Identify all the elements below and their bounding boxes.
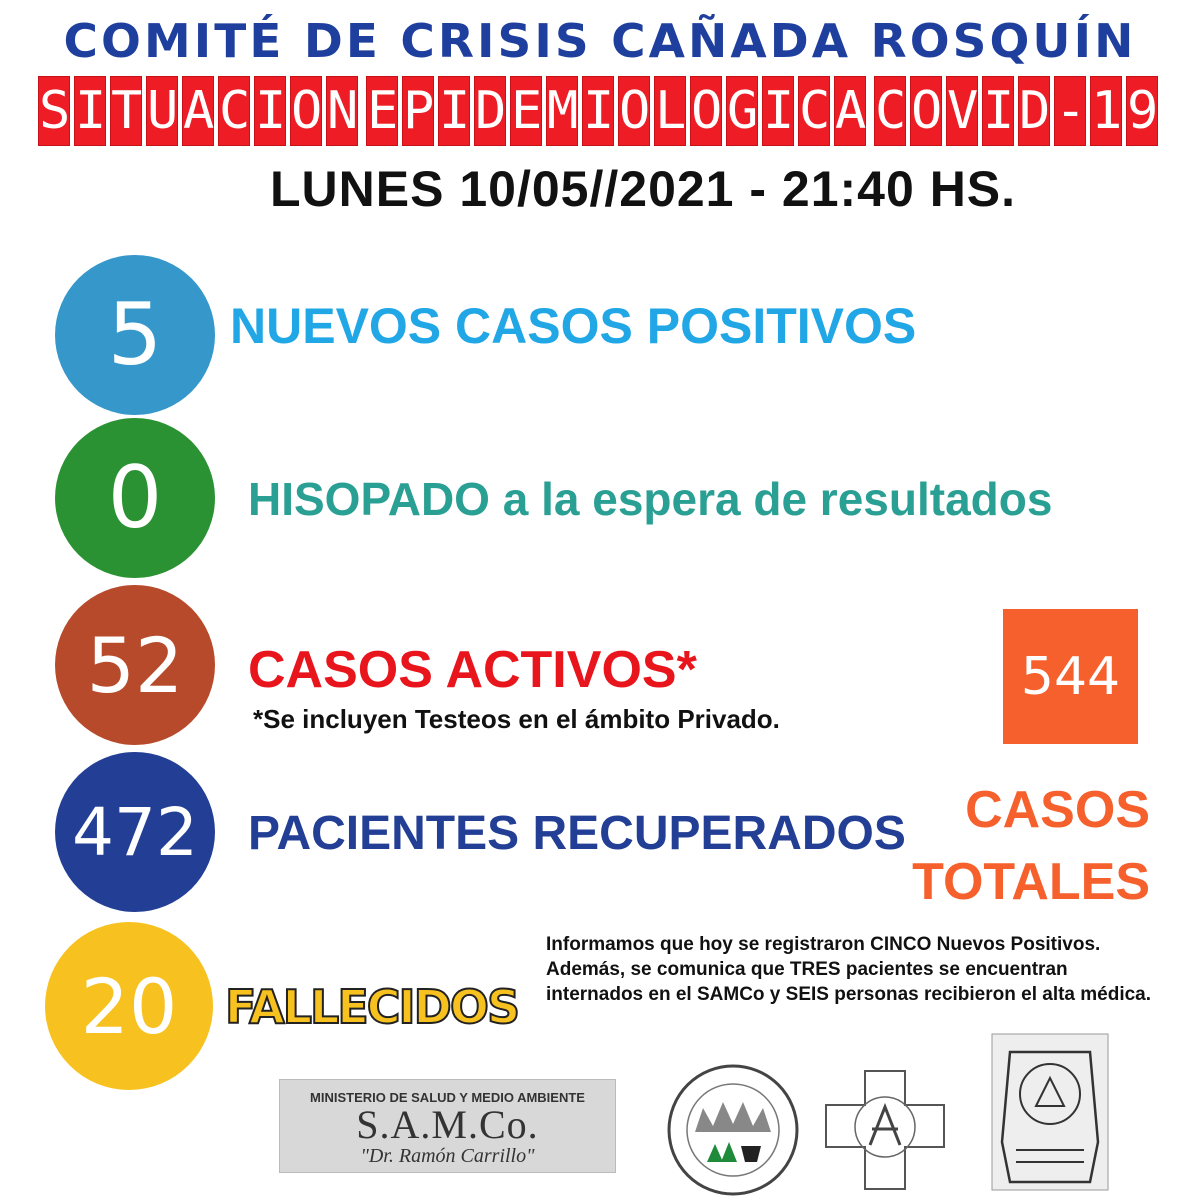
banner-letter: A	[182, 76, 214, 146]
report-date: LUNES 10/05//2021 - 21:40 HS.	[270, 161, 1017, 217]
banner-letter: T	[110, 76, 142, 146]
committee-title: COMITÉ DE CRISIS CAÑADA ROSQUÍN	[63, 14, 1137, 68]
banner-letter: I	[762, 76, 794, 146]
active-cases-count: 52	[55, 585, 215, 745]
deceased-count: 20	[45, 922, 213, 1090]
deceased-label: FALLECIDOS	[225, 980, 519, 1034]
banner-letter: C	[874, 76, 906, 146]
recovered-count: 472	[55, 752, 215, 912]
banner-letter: I	[582, 76, 614, 146]
banner-letter: D	[1018, 76, 1050, 146]
police-stamp-icon	[990, 1032, 1110, 1192]
banner-letter: P	[402, 76, 434, 146]
new-cases-label: NUEVOS CASOS POSITIVOS	[230, 298, 917, 354]
banner-letter: U	[146, 76, 178, 146]
banner-letter: I	[438, 76, 470, 146]
banner-letter: O	[690, 76, 722, 146]
pending-swabs-count: 0	[55, 418, 215, 578]
banner-letter: E	[366, 76, 398, 146]
banner-letter: I	[74, 76, 106, 146]
banner-letter: D	[474, 76, 506, 146]
banner-letter: O	[290, 76, 322, 146]
banner-letter: N	[326, 76, 358, 146]
pending-swabs-label: HISOPADO a la espera de resultados	[248, 473, 1053, 525]
banner-letter: V	[946, 76, 978, 146]
covid-banner	[38, 76, 1159, 148]
banner-letter: L	[654, 76, 686, 146]
banner-letter: O	[618, 76, 650, 146]
firefighters-badge-icon	[820, 1065, 950, 1195]
samco-ministry: MINISTERIO DE SALUD Y MEDIO AMBIENTE	[310, 1090, 585, 1105]
total-cases-count: 544	[1003, 609, 1138, 744]
banner-letter: O	[910, 76, 942, 146]
banner-letter: S	[38, 76, 70, 146]
samco-logo	[279, 1079, 616, 1173]
banner-letter: C	[218, 76, 250, 146]
new-cases-count: 5	[55, 255, 215, 415]
banner-letter: G	[726, 76, 758, 146]
banner-letter: M	[546, 76, 578, 146]
total-cases-label-line1: CASOS	[965, 781, 1150, 839]
banner-letter: C	[798, 76, 830, 146]
info-paragraph: Informamos que hoy se registraron CINCO Nuevos Positivos. Además, se comunica que TRES pacientes se encuentran internados en el SAMCo y SEIS personas recibieron el alta médica.	[546, 934, 1152, 1005]
total-cases-label-line2: TOTALES	[912, 853, 1150, 911]
banner-letter: 9	[1126, 76, 1158, 146]
active-cases-label: CASOS ACTIVOS*	[248, 641, 697, 699]
comuna-seal-icon	[665, 1062, 801, 1198]
recovered-label: PACIENTES RECUPERADOS	[248, 807, 906, 860]
banner-letter: I	[254, 76, 286, 146]
banner-letter: 1	[1090, 76, 1122, 146]
samco-doctor: "Dr. Ramón Carrillo"	[360, 1145, 535, 1167]
samco-name: S.A.M.Co.	[356, 1102, 539, 1147]
banner-letter: -	[1054, 76, 1086, 146]
banner-letter: E	[510, 76, 542, 146]
active-cases-note: *Se incluyen Testeos en el ámbito Privado.	[253, 704, 780, 734]
banner-letter: A	[834, 76, 866, 146]
banner-letter: I	[982, 76, 1014, 146]
